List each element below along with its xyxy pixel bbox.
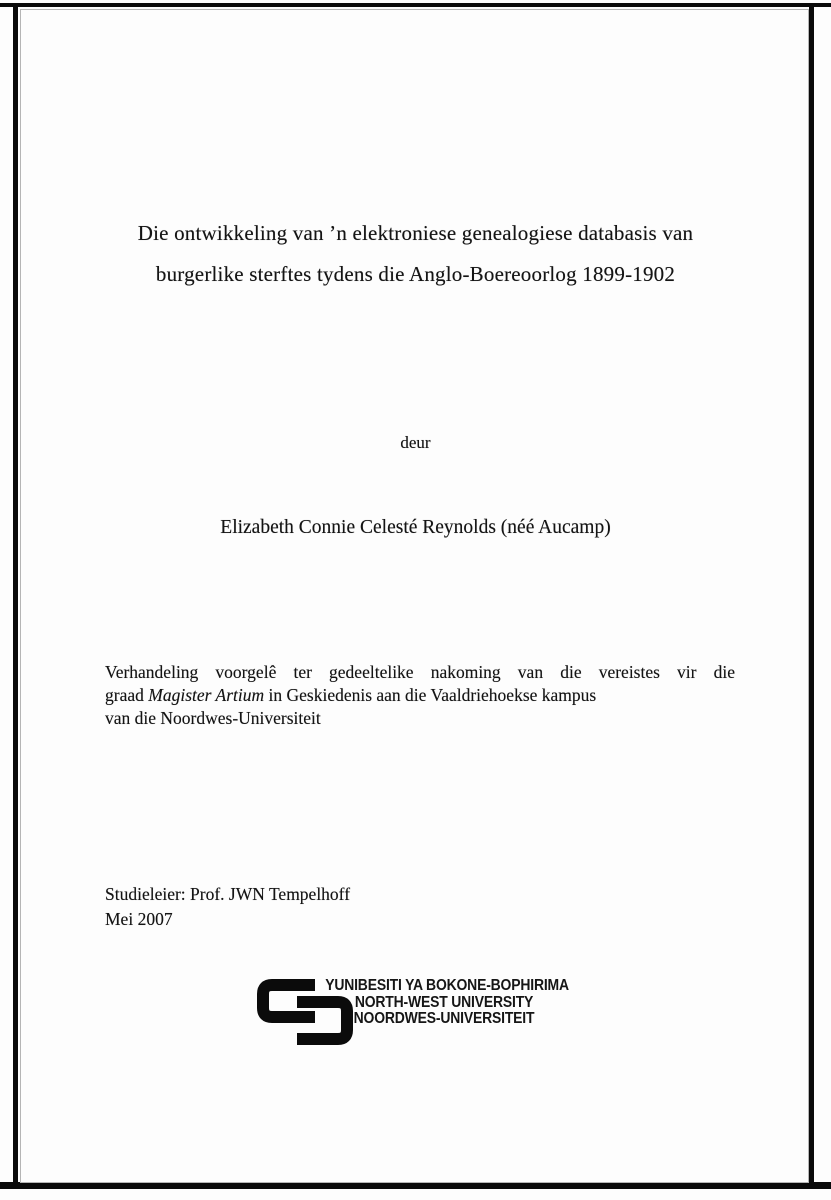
degree-statement-line-2 [105,684,735,707]
author-name: Elizabeth Connie Celesté Reynolds (néé Aucamp) [220,517,611,538]
thesis-title-line-2: burgerlike sterftes tydens die Anglo-Boereoorlog 1899-1902 [155,262,676,286]
supervisor-line: Studieleier: Prof. JWN Tempelhoff [105,884,351,904]
thesis-title-line-1: Die ontwikkeling van ’n elektroniese genealogiese databasis van [137,221,694,245]
degree-statement-line-2-post: in Geskiedenis aan die Vaaldriehoekse kampus [264,685,597,705]
thesis-title [0,213,831,295]
degree-name-italic: Magister Artium [148,685,265,705]
frame-bottom-line [0,1182,831,1189]
logo-name-afrikaans: NOORDWES-UNIVERSITEIT [353,1010,535,1027]
frame-top-line [0,3,831,7]
degree-statement [105,661,735,730]
frame-left-line [13,3,18,1187]
degree-statement-line-2-pre: graad [105,685,149,705]
date-line: Mei 2007 [105,909,173,929]
frame-right-line [809,3,814,1187]
university-logo-text [312,978,576,1028]
degree-statement-line-1: Verhandeling voorgelê ter gedeeltelike nakoming van die vereistes vir die [105,662,735,682]
logo-name-setswana: YUNIBESITI YA BOKONE-BOPHIRIMA [325,977,569,994]
logo-name-english: NORTH-WEST UNIVERSITY [354,993,534,1011]
byline-deur: deur [400,433,431,452]
degree-statement-line-3: van die Noordwes-Universiteit [105,708,321,728]
